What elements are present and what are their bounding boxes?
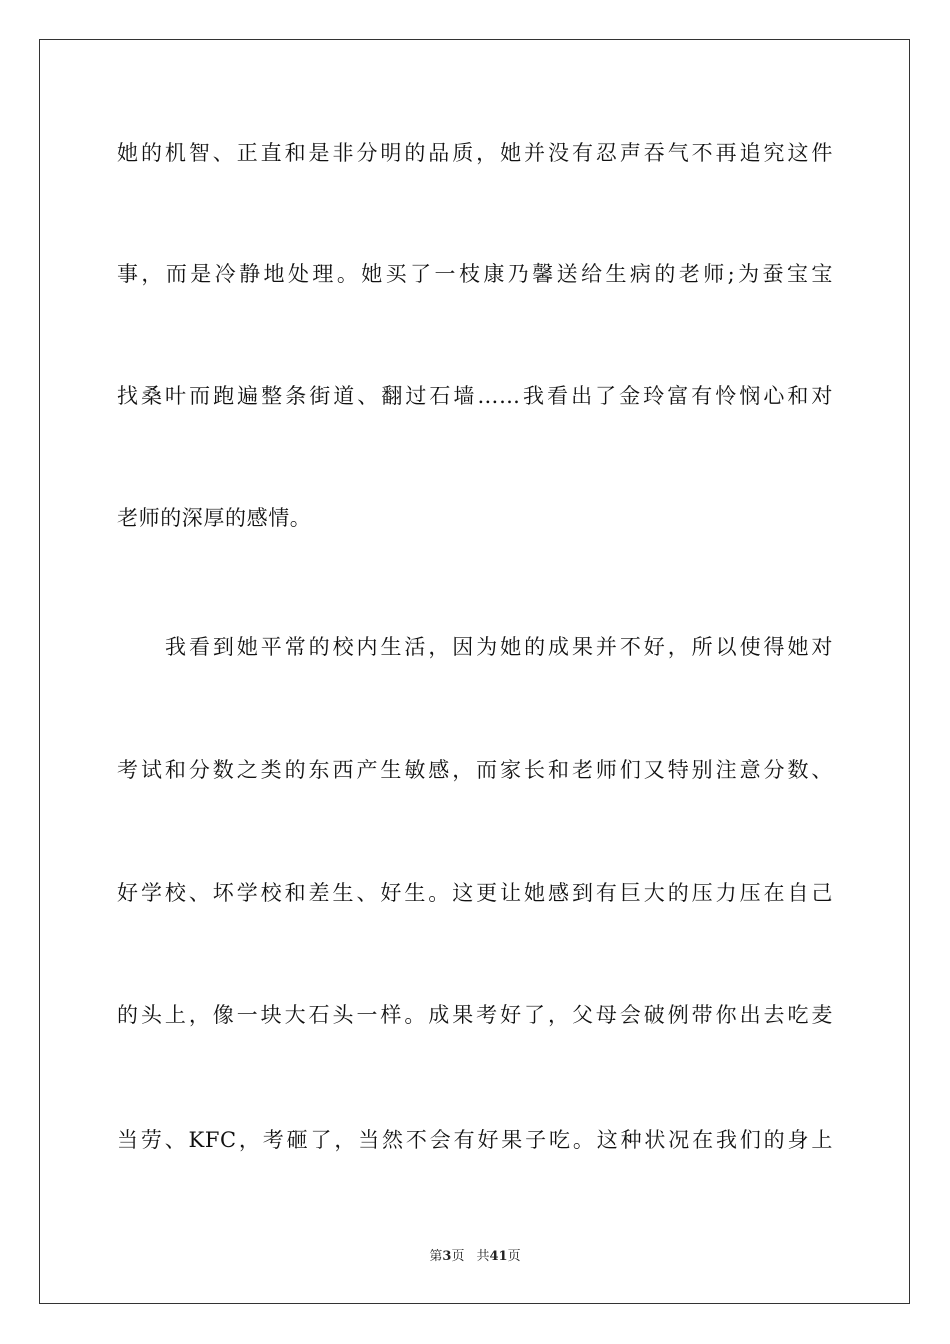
text-line-9: 当劳、KFC，考砸了，当然不会有好果子吃。这种状况在我们的身上 — [117, 1128, 833, 1152]
footer-page-number: 3 — [442, 1249, 452, 1264]
text-line-3: 找桑叶而跑遍整条街道、翻过石墙……我看出了金玲富有怜悯心和对 — [117, 384, 833, 408]
page-border — [39, 39, 910, 1304]
text-line-6: 考试和分数之类的东西产生敏感，而家长和老师们又特别注意分数、 — [117, 758, 833, 782]
text-line-4: 老师的深厚的感情。 — [117, 506, 312, 530]
text-line-8: 的头上，像一块大石头一样。成果考好了，父母会破例带你出去吃麦 — [117, 1003, 833, 1027]
footer-total-prefix: 共 — [476, 1249, 490, 1264]
text-line-5: 我看到她平常的校内生活，因为她的成果并不好，所以使得她对 — [165, 635, 833, 659]
text-line-2: 事，而是冷静地处理。她买了一枝康乃馨送给生病的老师;为蚕宝宝 — [117, 262, 833, 286]
footer-total-pages: 41 — [489, 1249, 508, 1264]
page-footer — [0, 1248, 950, 1266]
footer-page-suffix: 页 — [451, 1249, 465, 1264]
text-line-1: 她的机智、正直和是非分明的品质，她并没有忍声吞气不再追究这件 — [117, 141, 833, 165]
footer-total-suffix: 页 — [507, 1249, 521, 1264]
footer-page-prefix: 第 — [429, 1249, 443, 1264]
text-line-7: 好学校、坏学校和差生、好生。这更让她感到有巨大的压力压在自己 — [117, 881, 833, 905]
